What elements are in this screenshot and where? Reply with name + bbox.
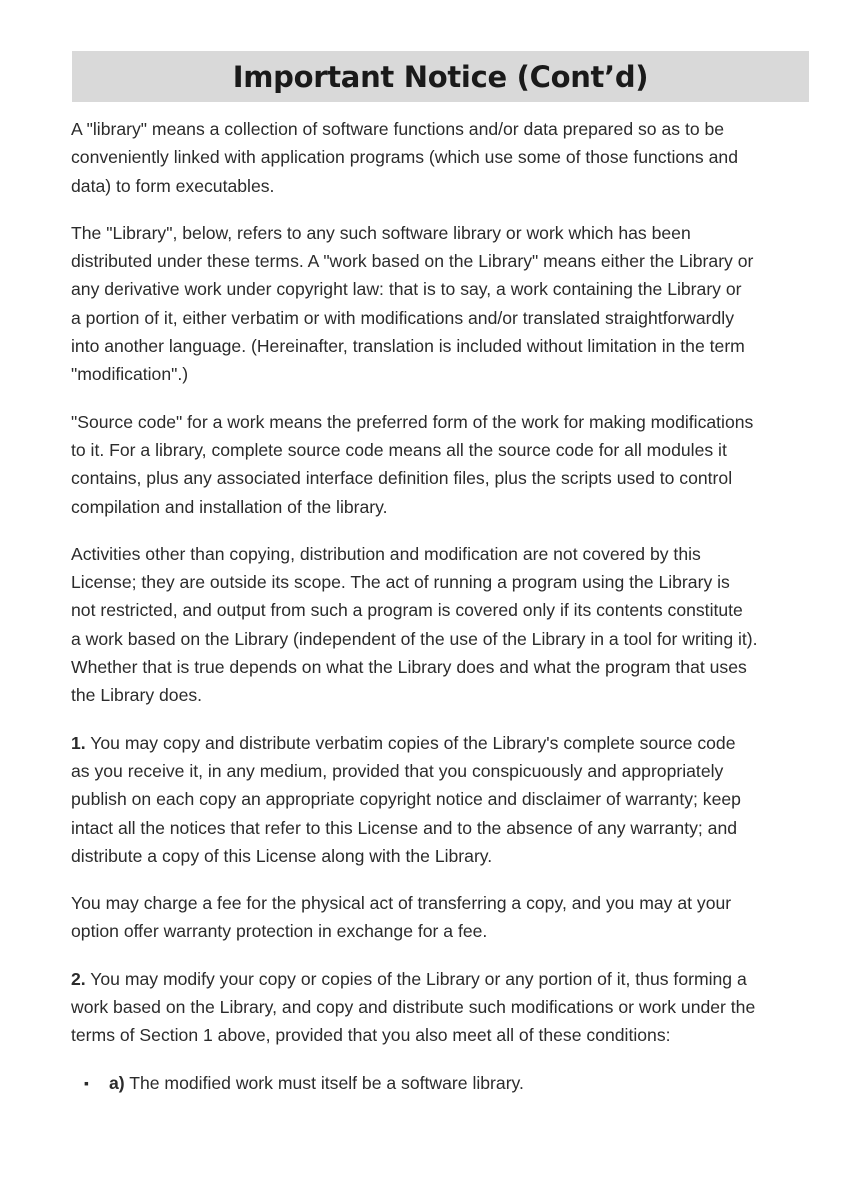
text-line: publish on each copy an appropriate copyright notice and disclaimer of warranty; keep bbox=[71, 789, 741, 810]
bullet-icon: ▪ bbox=[84, 1074, 89, 1091]
text-line: Whether that is true depends on what the Library does and what the program that uses bbox=[71, 657, 747, 678]
text-line: intact all the notices that refer to this License and to the absence of any warranty; and bbox=[71, 817, 738, 838]
text-line: contains, plus any associated interface definition files, plus the scripts used to control bbox=[71, 468, 733, 489]
section-number: 1. bbox=[71, 732, 86, 753]
paragraph-fee bbox=[71, 889, 816, 946]
text-line: a portion of it, either verbatim or with modifications and/or translated straightforwardly bbox=[71, 307, 735, 328]
list-item bbox=[71, 1069, 816, 1097]
paragraph-activities bbox=[71, 540, 816, 710]
text-line: data) to form executables. bbox=[71, 175, 275, 196]
text-line: You may charge a fee for the physical act of transferring a copy, and you may at your bbox=[71, 893, 732, 914]
text-line: The "Library", below, refers to any such software library or work which has been bbox=[71, 222, 691, 243]
paragraph-library-terms bbox=[71, 219, 816, 389]
text-line: distribute a copy of this License along with the Library. bbox=[71, 845, 493, 866]
text-line: "modification".) bbox=[71, 364, 189, 385]
text-line: to it. For a library, complete source code means all the source code for all modules it bbox=[71, 439, 727, 460]
list-item-label: a) bbox=[109, 1072, 125, 1093]
title-banner bbox=[72, 51, 809, 102]
paragraph-source-code bbox=[71, 408, 816, 521]
text-line: into another language. (Hereinafter, translation is included without limitation in the term bbox=[71, 336, 745, 357]
list-item-text: The modified work must itself be a software library. bbox=[124, 1072, 524, 1093]
page-title: Important Notice (Cont’d) bbox=[232, 59, 649, 94]
paragraph-section-1 bbox=[71, 729, 816, 870]
text-line bbox=[71, 965, 816, 993]
document-body bbox=[71, 115, 816, 1097]
text-line: the Library does. bbox=[71, 685, 203, 706]
text-line: Activities other than copying, distribution and modification are not covered by this bbox=[71, 543, 701, 564]
paragraph-section-2 bbox=[71, 965, 816, 1050]
text-line: not restricted, and output from such a program is covered only if its contents constitute bbox=[71, 600, 743, 621]
text-line bbox=[71, 729, 816, 757]
text-line: terms of Section 1 above, provided that you also meet all of these conditions: bbox=[71, 1025, 671, 1046]
section-number: 2. bbox=[71, 968, 86, 989]
text-line: A "library" means a collection of software functions and/or data prepared so as to be bbox=[71, 119, 725, 139]
text-line: compilation and installation of the library. bbox=[71, 496, 388, 517]
text-line: "Source code" for a work means the preferred form of the work for making modifications bbox=[71, 411, 754, 432]
conditions-list bbox=[71, 1069, 816, 1097]
section-text: You may copy and distribute verbatim copies of the Library's complete source code bbox=[85, 732, 736, 753]
text-line: as you receive it, in any medium, provided that you conspicuously and appropriately bbox=[71, 760, 724, 781]
text-line: option offer warranty protection in exchange for a fee. bbox=[71, 921, 488, 942]
text-line: a work based on the Library (independent of the use of the Library in a tool for writing it). bbox=[71, 628, 758, 649]
text-line: work based on the Library, and copy and distribute such modifications or work under the bbox=[71, 997, 756, 1018]
text-line: any derivative work under copyright law: that is to say, a work containing the Library or bbox=[71, 279, 742, 300]
section-text: You may modify your copy or copies of the Library or any portion of it, thus forming a bbox=[85, 968, 747, 989]
text-line: distributed under these terms. A "work based on the Library" means either the Library or bbox=[71, 251, 754, 272]
paragraph-library-definition bbox=[71, 115, 816, 200]
text-line: License; they are outside its scope. The act of running a program using the Library is bbox=[71, 572, 730, 593]
text-line: conveniently linked with application programs (which use some of those functions and bbox=[71, 147, 738, 168]
